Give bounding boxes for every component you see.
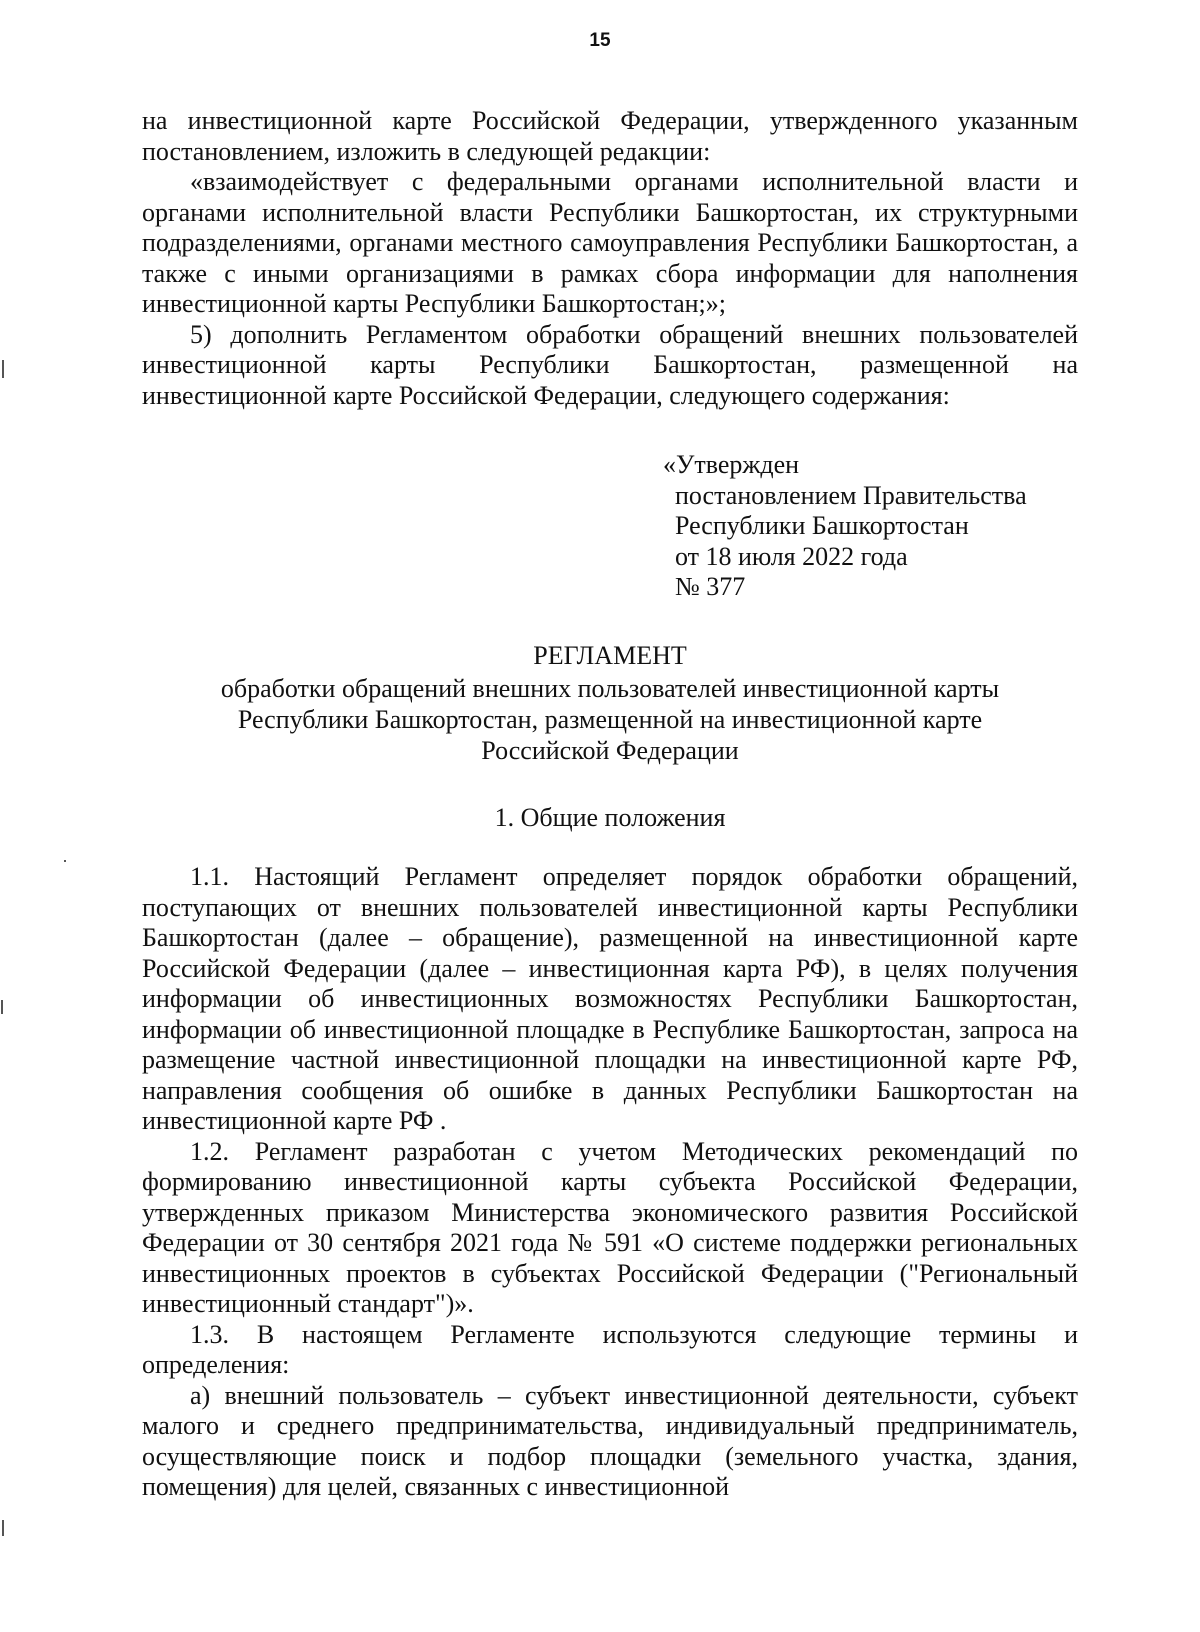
paragraph-1-2: 1.2. Регламент разработан с учетом Методических рекомендаций по формированию инвестиционной карты субъекта Российской Федерации, утвержденных приказом Министерства экономического развития Российской Федерации от 30 сентября 2021 года № 591 «О системе поддержки региональных инвестиционных проектов в субъектах Российской Федерации ("Региональный инвестиционный стандарт")».	[142, 1136, 1078, 1318]
page-number: 15	[589, 30, 611, 51]
approval-stamp-block	[663, 450, 1083, 603]
paragraph-1-1: 1.1. Настоящий Регламент определяет порядок обработки обращений, поступающих от внешних пользователей инвестиционной карты Республики Башкортостан (далее – обращение), размещенной на инвестиционной карте Российской Федерации (далее – инвестиционная карта РФ), в целях получения информации об инвестиционных возможностях Республики Башкортостан, информации об инвестиционной площадке в Республике Башкортостан, запроса на размещение частной инвестиционной площадки на инвестиционной карте РФ, направления сообщения об ошибке в данных Республики Башкортостан на инвестиционной карте РФ .	[142, 862, 1078, 1135]
regulation-title: РЕГЛАМЕНТ	[533, 641, 687, 670]
paragraph-term-a: а) внешний пользователь – субъект инвестиционной деятельности, субъект малого и среднего предпринимательства, индивидуальный предприниматель, осуществляющие поиск и подбор площадки (земельного участка, здания, помещения) для целей, связанных с инвестиционной	[142, 1380, 1078, 1501]
regulation-subtitle: обработки обращений внешних пользователей инвестиционной карты Республики Башкортостан, размещенной на инвестиционной карте Российской Федерации	[220, 674, 1000, 765]
approval-line-number: № 377	[675, 572, 746, 601]
top-text-block	[142, 106, 1078, 411]
section-heading: 1. Общие положения	[494, 803, 726, 832]
paragraph-item-5: 5) дополнить Регламентом обработки обращений внешних пользователей инвестиционной карты Республики Башкортостан, размещенной на инвестиционной карте Российской Федерации, следующего содержания:	[142, 319, 1078, 410]
scan-dust-mark	[64, 860, 66, 862]
main-text-block	[142, 862, 1078, 1503]
scan-edge-mark	[1, 1000, 3, 1014]
approval-line-approved: «Утвержден	[663, 450, 800, 479]
scan-edge-mark	[2, 360, 4, 378]
paragraph-continuation: на инвестиционной карте Российской Федерации, утвержденного указанным постановлением, изложить в следующей редакции:	[142, 106, 1078, 166]
paragraph-quoted-wording: «взаимодействует с федеральными органами исполнительной власти и органами исполнительной власти Республики Башкортостан, их структурными подразделениями, органами местного самоуправления Республики Башкортостан, а также с иными организациями в рамках сбора информации для наполнения инвестиционной карты Республики Башкортостан;»;	[142, 167, 1078, 318]
paragraph-1-3: 1.3. В настоящем Регламенте используются следующие термины и определения:	[142, 1319, 1078, 1379]
approval-line-republic: Республики Башкортостан	[675, 511, 969, 540]
approval-line-decree: постановлением Правительства	[675, 480, 1027, 510]
approval-line-date: от 18 июля 2022 года	[675, 541, 908, 571]
scan-edge-mark	[2, 1520, 4, 1536]
